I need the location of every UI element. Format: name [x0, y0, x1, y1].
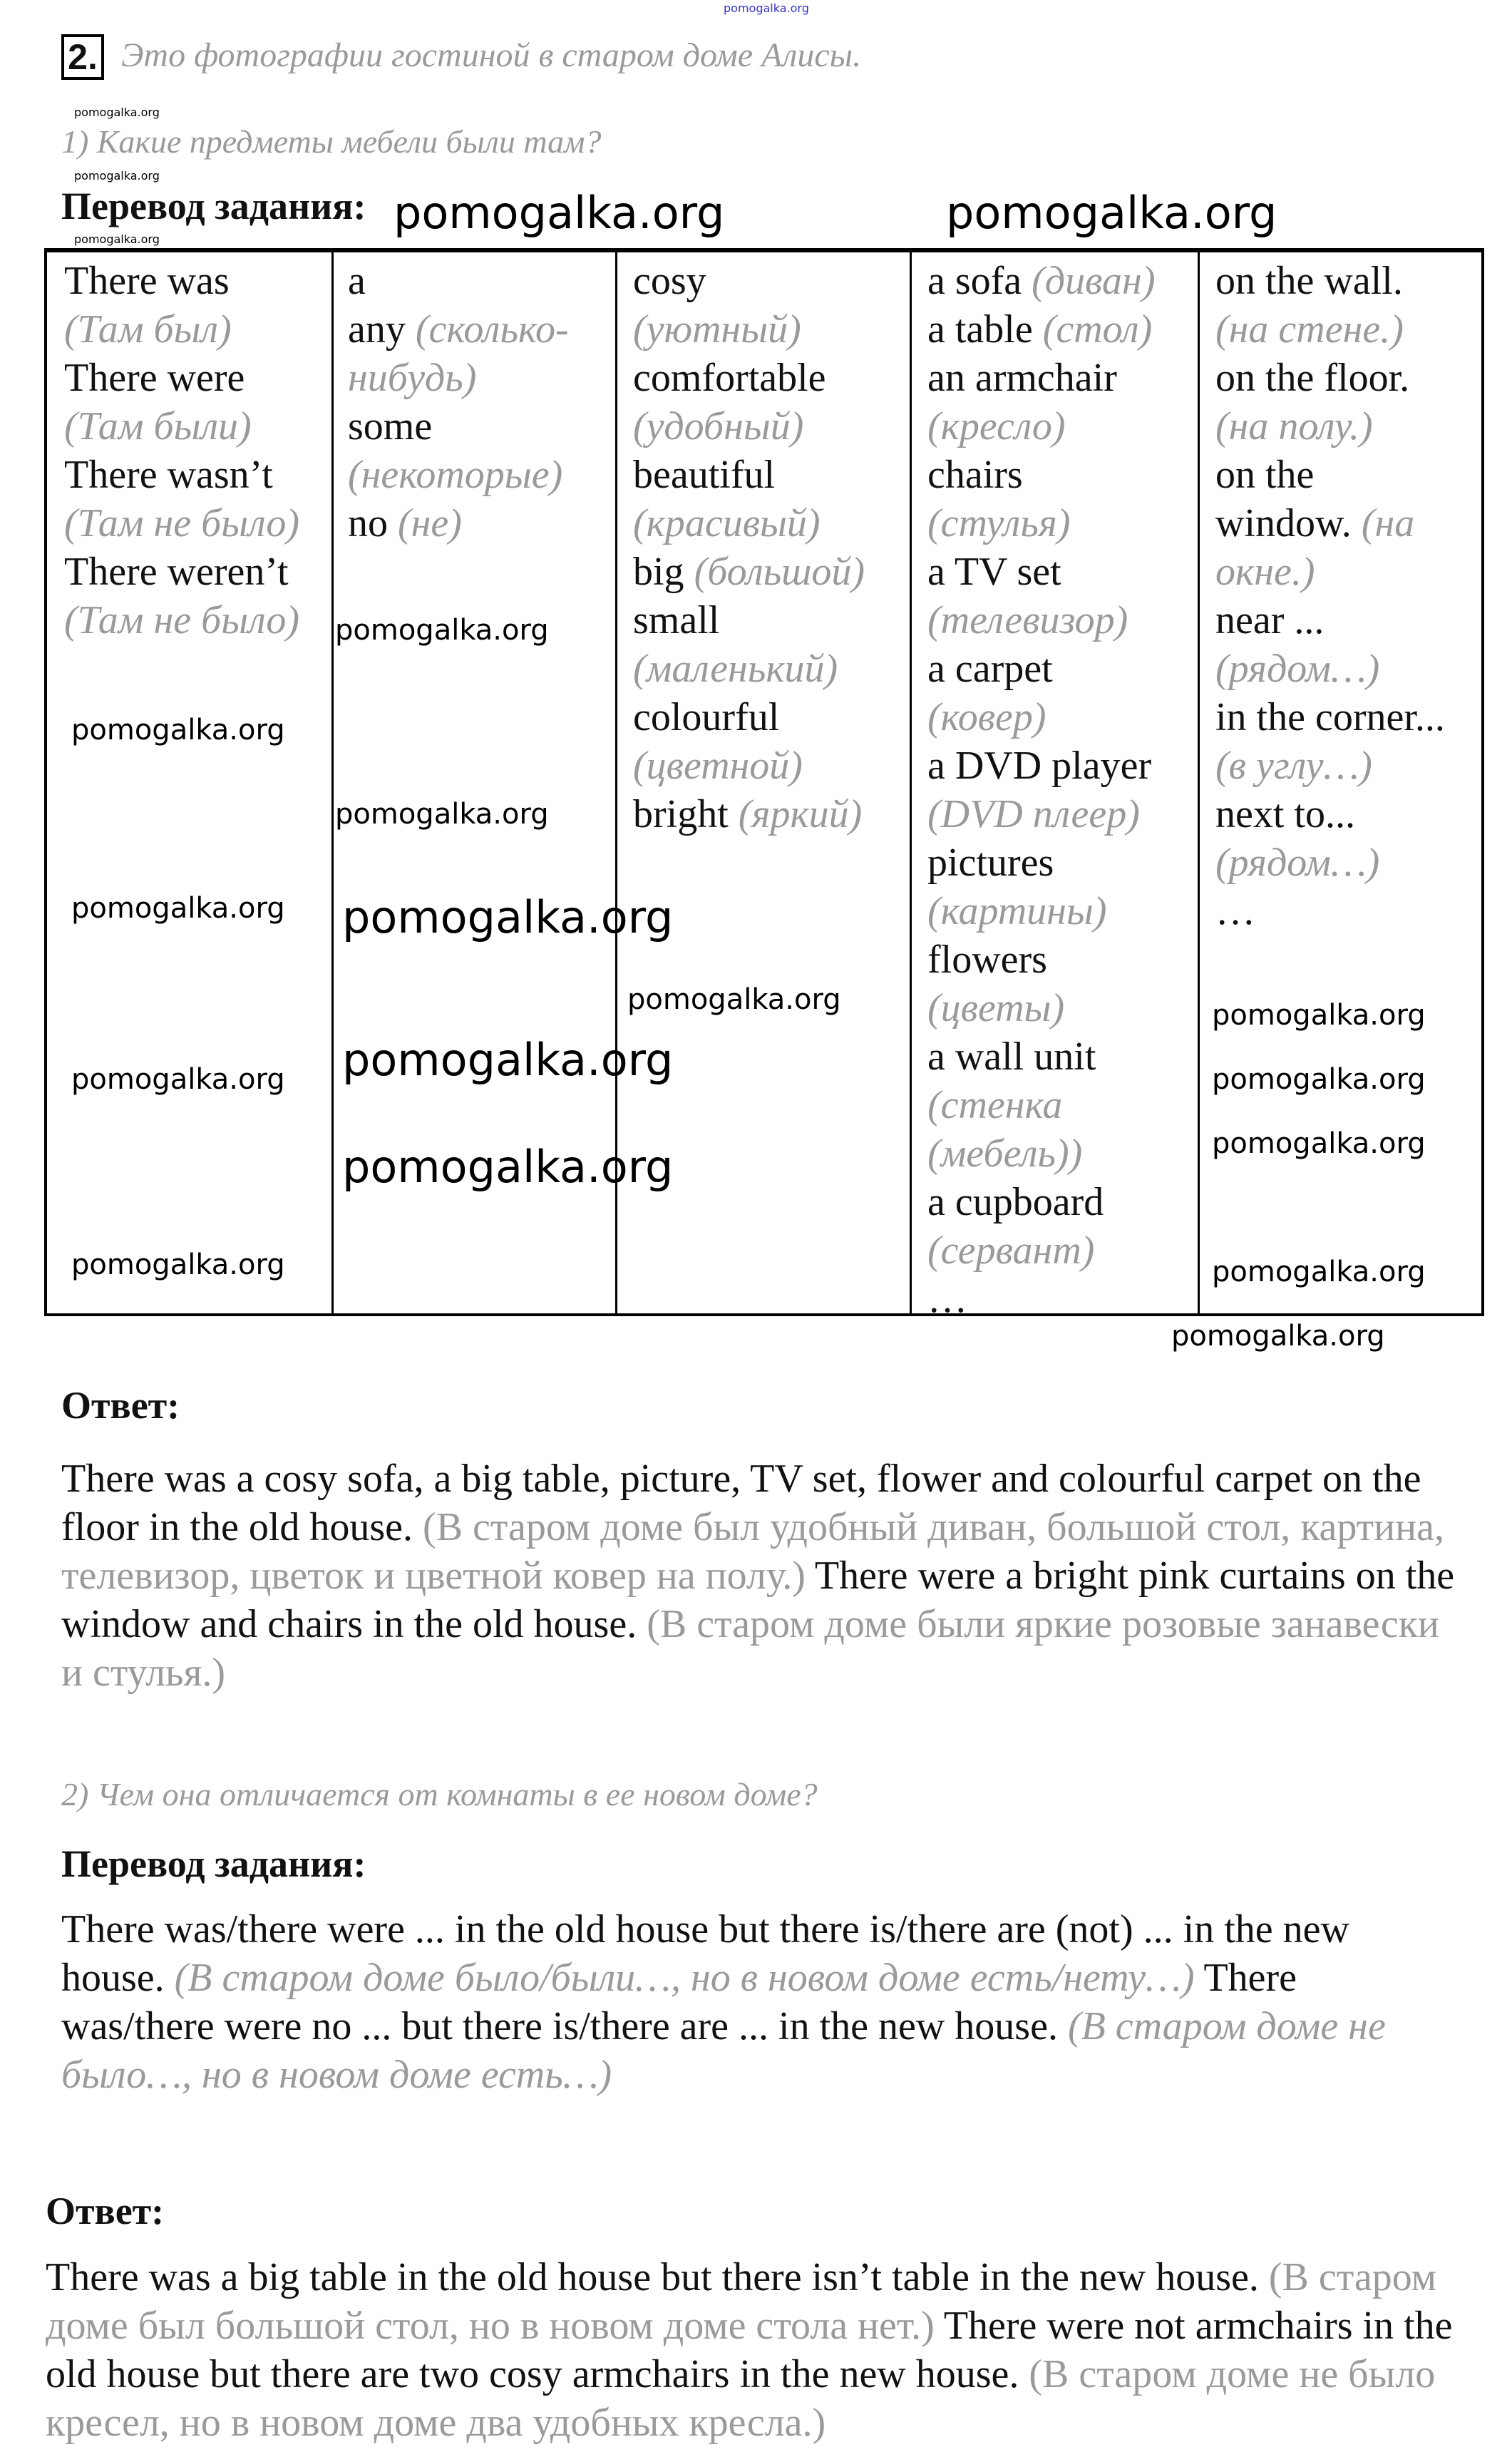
- english-text: There was a big table in the old house but there isn’t table in the new house.: [46, 2255, 1269, 2299]
- english-term: colourful: [633, 695, 780, 739]
- russian-translation: (на полу.): [1215, 404, 1373, 448]
- translation-2-paragraph: [61, 1905, 1459, 2099]
- watermark: pomogalka.org: [946, 187, 1277, 239]
- russian-translation: (большой): [694, 550, 865, 594]
- russian-translation: (стол): [1042, 307, 1153, 352]
- english-text: There was/there were no ... but there is/there are ... in the new house.: [61, 1956, 1297, 2048]
- watermark: pomogalka.org: [1212, 1256, 1426, 1288]
- russian-translation: (мебель)): [927, 1132, 1083, 1176]
- russian-translation: (Там были): [64, 404, 252, 448]
- watermark: pomogalka.org: [74, 232, 160, 246]
- table-cell-line: [1215, 257, 1481, 305]
- watermark: pomogalka.org: [1212, 999, 1426, 1032]
- russian-translation: (стулья): [927, 501, 1071, 545]
- english-term: a cupboard: [927, 1180, 1104, 1224]
- russian-translation: (на стене.): [1215, 307, 1404, 352]
- watermark: pomogalka.org: [335, 798, 549, 831]
- russian-translation: (DVD плеер): [927, 792, 1140, 836]
- table-cell-line: [1215, 887, 1481, 935]
- watermark: pomogalka.org: [335, 614, 549, 647]
- table-cell-line: [1215, 499, 1481, 548]
- russian-translation: (стенка: [927, 1083, 1063, 1127]
- russian-translation: (Там был): [64, 307, 232, 352]
- table-cell-line: [927, 1178, 1198, 1226]
- task-title: Это фотографии гостиной в старом доме Алисы.: [121, 36, 862, 74]
- table-cell-line: [64, 548, 331, 596]
- table-cell-line: [64, 257, 331, 305]
- watermark: pomogalka.org: [1171, 1320, 1385, 1353]
- english-text: There were not armchairs in the old house but there are two cosy armchairs in the new house.: [46, 2304, 1453, 2396]
- russian-translation: (Там не было): [64, 598, 299, 642]
- table-cell-line: [1215, 645, 1481, 693]
- table-cell-line: [1215, 451, 1481, 499]
- table-cell-line: [633, 790, 910, 838]
- table-cell-line: [633, 305, 910, 354]
- russian-translation: (на: [1361, 501, 1415, 545]
- english-term: cosy: [633, 259, 706, 303]
- watermark: pomogalka.org: [394, 187, 725, 239]
- table-cell-line: [927, 354, 1198, 402]
- english-term: window.: [1215, 501, 1362, 545]
- table-cell-line: [927, 1081, 1198, 1129]
- english-term: an armchair: [927, 356, 1117, 400]
- answer-1-paragraph: [61, 1455, 1459, 1697]
- russian-translation: (ковер): [927, 695, 1046, 739]
- english-term: on the: [1215, 453, 1315, 497]
- table-cell-line: [348, 305, 615, 354]
- table-cell-line: [64, 402, 331, 451]
- english-term: a wall unit: [927, 1035, 1096, 1079]
- table-cell-line: [633, 257, 910, 305]
- russian-translation: (яркий): [738, 792, 863, 836]
- table-column: [47, 252, 334, 1313]
- english-term: a DVD player: [927, 744, 1152, 788]
- english-term: any: [348, 307, 416, 352]
- table-cell-line: [927, 548, 1198, 596]
- watermark: pomogalka.org: [71, 1063, 285, 1096]
- task-number: 2.: [61, 34, 104, 80]
- table-cell-line: [927, 693, 1198, 742]
- english-term: near ...: [1215, 598, 1325, 642]
- russian-translation: (в углу…): [1215, 744, 1372, 788]
- table-cell-line: [927, 305, 1198, 354]
- russian-text: (В старом доме не было…, но в новом доме есть…): [61, 2004, 1386, 2097]
- english-term: There were: [64, 356, 245, 400]
- russian-translation: (удобный): [633, 404, 804, 448]
- watermark: pomogalka.org: [71, 1248, 285, 1281]
- table-cell-line: [1215, 305, 1481, 354]
- table-cell-line: [633, 693, 910, 742]
- table-cell-line: [64, 354, 331, 402]
- translation-heading: Перевод задания:: [61, 185, 366, 227]
- english-term: in the corner...: [1215, 695, 1445, 739]
- russian-text: (В старом доме были яркие розовые занавески и стулья.): [61, 1602, 1439, 1695]
- watermark: pomogalka.org: [342, 891, 674, 943]
- english-term: small: [633, 598, 720, 642]
- table-cell-line: [633, 742, 910, 790]
- answer-heading-2: Ответ:: [46, 2190, 165, 2232]
- russian-translation: (кресло): [927, 404, 1066, 448]
- english-term: …: [1215, 889, 1255, 933]
- russian-translation: (цветы): [927, 986, 1065, 1030]
- russian-translation: (цветной): [633, 744, 803, 788]
- english-term: There weren’t: [64, 550, 289, 594]
- english-term: a table: [927, 307, 1043, 352]
- table-cell-line: [633, 645, 910, 693]
- watermark: pomogalka.org: [724, 1, 809, 15]
- table-cell-line: [348, 499, 615, 548]
- russian-translation: (сервант): [927, 1228, 1095, 1273]
- table-cell-line: [1215, 693, 1481, 742]
- table-cell-line: [927, 790, 1198, 838]
- russian-translation: (рядом…): [1215, 647, 1380, 691]
- table-cell-line: [927, 257, 1198, 305]
- russian-translation: (не): [398, 501, 462, 545]
- table-cell-line: [1215, 354, 1481, 402]
- english-term: no: [348, 501, 398, 545]
- english-term: pictures: [927, 841, 1054, 885]
- watermark: pomogalka.org: [342, 1034, 674, 1086]
- table-column: [912, 252, 1200, 1321]
- russian-translation: (картины): [927, 889, 1107, 933]
- table-cell-line: [927, 887, 1198, 935]
- translation-heading-2: Перевод задания:: [61, 1842, 366, 1885]
- question-2-text: 2) Чем она отличается от комнаты в ее новом доме?: [61, 1776, 818, 1812]
- answer-2-paragraph: [46, 2253, 1464, 2447]
- table-cell-line: [348, 451, 615, 499]
- english-term: beautiful: [633, 453, 776, 497]
- russian-translation: (рядом…): [1215, 841, 1380, 885]
- russian-translation: (телевизор): [927, 598, 1128, 642]
- question-2: [61, 1775, 818, 1813]
- table-cell-line: [1215, 596, 1481, 645]
- table-cell-line: [1215, 548, 1481, 596]
- russian-text: (В старом доме был большой стол, но в новом доме стола нет.): [46, 2255, 1437, 2348]
- russian-text: (В старом доме было/были…, но в новом доме есть/нету…): [174, 1956, 1195, 2000]
- russian-text: (В старом доме был удобный диван, большой стол, картина, телевизор, цветок и цветной ковер на полу.): [61, 1505, 1444, 1598]
- table-cell-line: [348, 257, 615, 305]
- table-cell-line: [927, 1226, 1198, 1275]
- table-cell-line: [927, 935, 1198, 984]
- english-term: …: [927, 1277, 967, 1321]
- table-cell-line: [927, 984, 1198, 1032]
- russian-translation: нибудь): [348, 356, 477, 400]
- english-term: chairs: [927, 453, 1023, 497]
- russian-text: (В старом доме не было кресел, но в новом доме два удобных кресла.): [46, 2352, 1436, 2445]
- table-cell-line: [633, 499, 910, 548]
- answer-heading: Ответ:: [61, 1384, 180, 1427]
- table-cell-line: [927, 1275, 1198, 1323]
- english-term: a: [348, 259, 366, 303]
- english-text: There was/there were ... in the old house but there is/there are (not) ... in the new house.: [61, 1907, 1349, 2000]
- watermark: pomogalka.org: [342, 1141, 674, 1193]
- table-cell-line: [348, 402, 615, 451]
- watermark: pomogalka.org: [71, 714, 285, 747]
- table-cell-line: [927, 742, 1198, 790]
- watermark: pomogalka.org: [1212, 1127, 1426, 1160]
- watermark: pomogalka.org: [71, 892, 285, 925]
- english-term: big: [633, 550, 694, 594]
- table-cell-line: [633, 451, 910, 499]
- english-term: on the floor.: [1215, 356, 1410, 400]
- table-cell-line: [927, 838, 1198, 887]
- table-cell-line: [927, 451, 1198, 499]
- table-cell-line: [64, 305, 331, 354]
- table-cell-line: [633, 354, 910, 402]
- russian-translation: (некоторые): [348, 453, 563, 497]
- english-term: a sofa: [927, 259, 1032, 303]
- table-cell-line: [1215, 742, 1481, 790]
- english-term: There was: [64, 259, 230, 303]
- english-text: There were a bright pink curtains on the window and chairs in the old house.: [61, 1554, 1455, 1646]
- english-term: There wasn’t: [64, 453, 273, 497]
- english-text: There was a cosy sofa, a big table, picture, TV set, flower and colourful carpet on the floor in the old house.: [61, 1457, 1421, 1549]
- russian-translation: окне.): [1215, 550, 1315, 594]
- english-term: some: [348, 404, 433, 448]
- english-term: comfortable: [633, 356, 826, 400]
- table-cell-line: [64, 499, 331, 548]
- question-1: [61, 123, 602, 160]
- russian-translation: (уютный): [633, 307, 801, 352]
- english-term: next to...: [1215, 792, 1355, 836]
- russian-translation: (маленький): [633, 647, 838, 691]
- russian-translation: (диван): [1032, 259, 1156, 303]
- english-term: bright: [633, 792, 739, 836]
- table-cell-line: [64, 451, 331, 499]
- table-cell-line: [1215, 790, 1481, 838]
- watermark: pomogalka.org: [1212, 1063, 1426, 1096]
- table-cell-line: [927, 596, 1198, 645]
- table-cell-line: [927, 1032, 1198, 1081]
- english-term: a TV set: [927, 550, 1061, 594]
- watermark: pomogalka.org: [627, 983, 841, 1016]
- table-cell-line: [64, 596, 331, 645]
- english-term: on the wall.: [1215, 259, 1403, 303]
- table-cell-line: [1215, 402, 1481, 451]
- table-cell-line: [633, 548, 910, 596]
- watermark: pomogalka.org: [74, 169, 160, 183]
- english-term: a carpet: [927, 647, 1053, 691]
- table-cell-line: [633, 402, 910, 451]
- table-cell-line: [927, 1129, 1198, 1178]
- russian-translation: (сколько-: [415, 307, 569, 352]
- table-cell-line: [348, 354, 615, 402]
- russian-translation: (Там не было): [64, 501, 299, 545]
- table-cell-line: [633, 596, 910, 645]
- table-cell-line: [1215, 838, 1481, 887]
- table-cell-line: [927, 499, 1198, 548]
- russian-translation: (красивый): [633, 501, 821, 545]
- table-cell-line: [927, 402, 1198, 451]
- english-term: flowers: [927, 938, 1047, 982]
- table-cell-line: [927, 645, 1198, 693]
- watermark: pomogalka.org: [74, 106, 160, 119]
- question-1-text: 1) Какие предметы мебели были там?: [61, 123, 602, 160]
